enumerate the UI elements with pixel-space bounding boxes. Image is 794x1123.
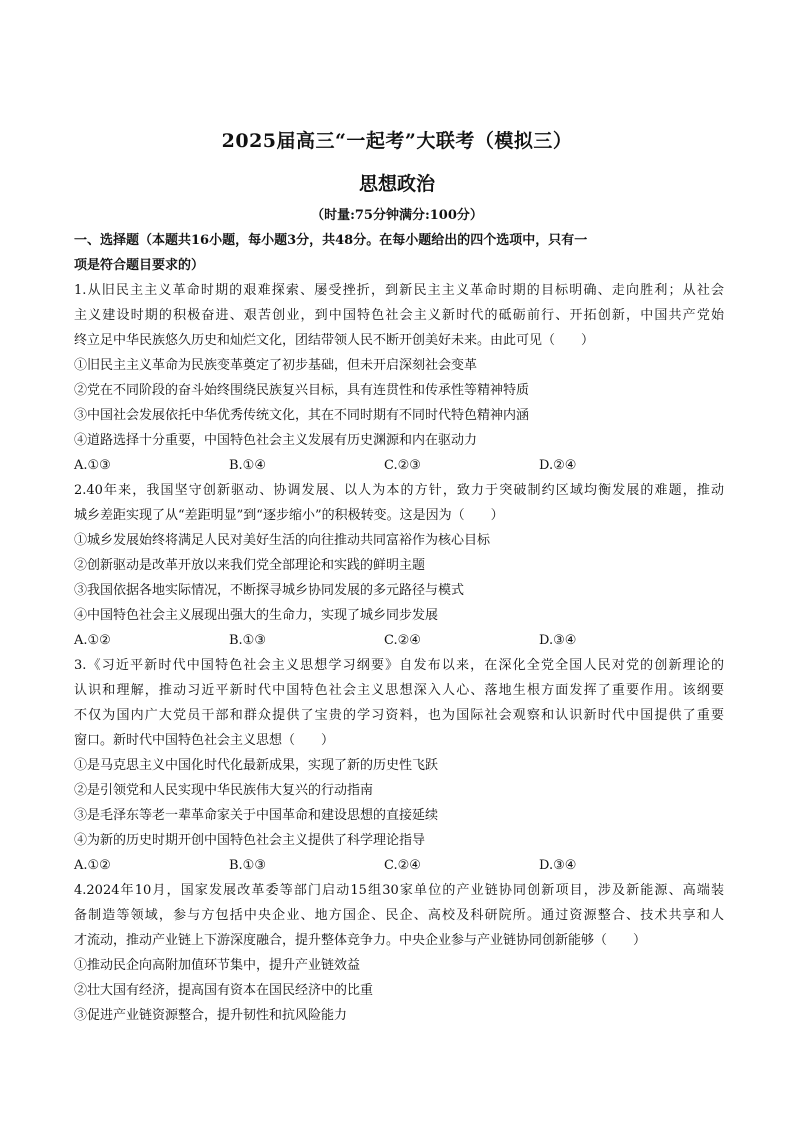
q2-stem-line: 2.40年来，我国坚守创新驱动、协调发展、以人为本的方针，致力于突破制约区域均衡发展的难题，推动 [74,483,724,498]
q3-stem-line: 窗口。新时代中国特色社会主义思想（ ） [74,733,335,748]
q1-item: ②党在不同阶段的奋斗始终围绕民族复兴目标，具有连贯性和传承性等精神特质 [74,383,530,398]
q2-item: ③我国依据各地实际情况，不断探寻城乡协同发展的多元路径与模式 [74,583,465,598]
q3-stem-line: 不仅为国内广大党员干部和群众提供了宝贵的学习资料，也为国际社会观察和认识新时代中国提供了重要 [74,708,724,723]
exam-title: 2025届高三“一起考”大联考（模拟三） [221,130,573,152]
q1-option-d[interactable]: D.②④ [539,458,577,473]
q1-stem-line: 1.从旧民主主义革命时期的艰难探索、屡受挫折，到新民主主义革命时期的目标明确、走向胜利；从社会 [74,283,724,298]
section-heading-line2: 项是符合题目要求的） [74,258,205,273]
q2-option-c[interactable]: C.②④ [384,633,421,648]
q3-item: ③是毛泽东等老一辈革命家关于中国革命和建设思想的直接延续 [74,808,439,823]
q3-option-b[interactable]: B.①③ [229,858,266,873]
q2-item: ②创新驱动是改革开放以来我们党全部理论和实践的鲜明主题 [74,558,426,573]
q2-item: ④中国特色社会主义展现出强大的生命力，实现了城乡同步发展 [74,608,439,623]
q1-item: ③中国社会发展依托中华优秀传统文化，其在不同时期有不同时代特色精神内涵 [74,408,530,423]
section-heading-line1: 一、选择题（本题共16小题，每小题3分，共48分。在每小题给出的四个选项中，只有一 [74,233,588,248]
q4-item: ①推动民企向高附加值环节集中，提升产业链效益 [74,958,361,973]
q3-stem-line: 认识和理解，推动习近平新时代中国特色社会主义思想深入人心、落地生根方面发挥了重要作用。该纲要 [74,683,724,698]
q4-stem-line: 才流动，推动产业链上下游深度融合，提升整体竞争力。中央企业参与产业链协同创新能够（ ） [74,933,647,948]
q3-option-a[interactable]: A.①② [74,858,111,873]
q1-options [74,453,724,478]
q2-option-a[interactable]: A.①② [74,633,111,648]
q3-stem-line: 3.《习近平新时代中国特色社会主义思想学习纲要》自发布以来，在深化全党全国人民对党的创新理论的 [74,658,724,673]
q1-item: ④道路选择十分重要，中国特色社会主义发展有历史渊源和内在驱动力 [74,433,478,448]
q2-option-d[interactable]: D.③④ [539,633,577,648]
q1-stem-line: 主义建设时期的积极奋进、艰苦创业，到中国特色社会主义新时代的砥砺前行、开拓创新，中国共产党始 [74,308,724,323]
q2-stem-line: 城乡差距实现了从“差距明显”到“逐步缩小”的积极转变。这是因为（ ） [74,508,504,523]
q1-stem-line: 终立足中华民族悠久历史和灿烂文化，团结带领人民不断开创美好未来。由此可见（ ） [74,333,595,348]
q2-item: ①城乡发展始终将满足人民对美好生活的向往推动共同富裕作为核心目标 [74,533,491,548]
exam-time-score: （时量:75分钟满分:100分） [311,208,483,223]
q1-option-a[interactable]: A.①③ [74,458,111,473]
q4-item: ②壮大国有经济，提高国有资本在国民经济中的比重 [74,983,374,998]
q1-option-c[interactable]: C.②③ [384,458,421,473]
q1-option-b[interactable]: B.①④ [229,458,266,473]
q4-item: ③促进产业链资源整合，提升韧性和抗风险能力 [74,1008,348,1023]
q3-item: ④为新的历史时期开创中国特色社会主义提供了科学理论指导 [74,833,426,848]
q3-option-d[interactable]: D.③④ [539,858,577,873]
q3-options [74,853,724,878]
q3-item: ①是马克思主义中国化时代化最新成果，实现了新的历史性飞跃 [74,758,439,773]
exam-subject: 思想政治 [358,173,435,195]
exam-content [74,228,724,1028]
q3-item: ②是引领党和人民实现中华民族伟大复兴的行动指南 [74,783,374,798]
q2-option-b[interactable]: B.①③ [229,633,266,648]
q4-stem-line: 4.2024年10月，国家发展改革委等部门启动15组30家单位的产业链协同创新项目，涉及新能源、高端装 [74,883,724,898]
q3-option-c[interactable]: C.②④ [384,858,421,873]
q4-stem-line: 备制造等领域，参与方包括中央企业、地方国企、民企、高校及科研院所。通过资源整合、技术共享和人 [74,908,724,923]
q2-options [74,628,724,653]
q1-item: ①旧民主主义革命为民族变革奠定了初步基础，但未开启深刻社会变革 [74,358,478,373]
